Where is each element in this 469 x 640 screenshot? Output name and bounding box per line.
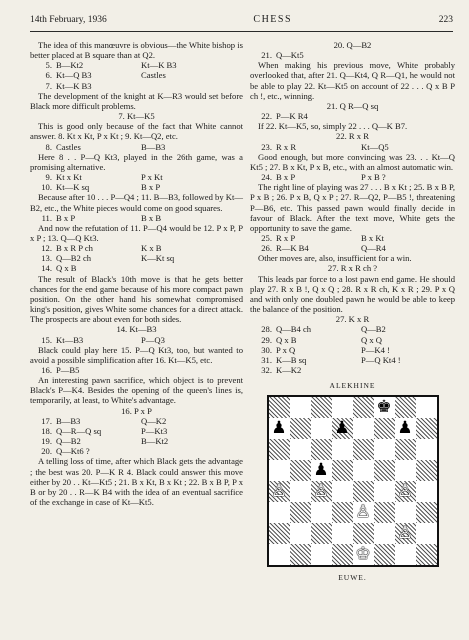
white-move: Kt—K B3 [56,80,92,91]
chess-piece-f8: ♚ [376,397,392,418]
board-square-b6 [290,439,311,460]
board-square-d2 [332,523,353,544]
board-square-c4 [311,481,332,502]
move-number: 16. [41,365,52,375]
move-row [250,172,455,182]
black-move: Q x Q [361,334,383,345]
annotation-paragraph: If 22. Kt—K5, so, simply 22 . . . Q—K B7. [258,121,408,132]
move-row [30,213,243,223]
move-number: 15. [41,334,52,345]
move-row [250,50,455,60]
black-move: P—K4 ! [361,344,390,355]
board-square-g1 [395,544,416,565]
board-square-e8 [353,397,374,418]
move-row [30,416,243,426]
black-move: P—Q3 [141,334,165,345]
black-move [361,111,455,121]
white-move: K—K2 [276,365,302,375]
board-square-h8 [416,397,437,418]
annotation-paragraph: Other moves are, also, insufficient for a win. [258,253,412,264]
black-move [141,446,243,456]
move-row [250,345,455,355]
header-date: 14th February, 1936 [30,15,107,25]
board-square-b7 [290,418,311,439]
chess-piece-g7: ♟ [397,418,413,439]
white-move: Q—B2 [56,436,81,447]
black-move: B x P [141,182,161,193]
board-square-d1 [332,544,353,565]
move-number: 24. [261,172,272,183]
header-title: CHESS [253,14,293,25]
white-move: R x P [276,232,296,243]
board-square-f2 [374,523,395,544]
move-line-centered: 22. R x R [336,131,369,142]
annotation-paragraph: An interesting pawn sacrifice, which object is to prevent Black's P—K4. Besides the opening of the queen's lines is, temporarily, at least, to White's advantage. [30,375,243,406]
board-square-e7 [353,418,374,439]
annotation-paragraph: The idea of this manœuvre is obvious—the White bishop is better placed at B square than at Q2. [30,40,243,61]
board-square-b8 [290,397,311,418]
board-square-h6 [416,439,437,460]
board-square-f6 [374,439,395,460]
annotation-paragraph: This is good only because of the fact that White cannot answer. 8. Kt x Kt, P x Kt ; 9. Kt—Q2, etc. [30,121,243,142]
board-square-a3 [269,502,290,523]
page-header [30,14,453,30]
black-move: P—Kt3 [141,425,168,436]
board-square-d4 [332,481,353,502]
move-row [30,182,243,192]
left-column [30,40,243,507]
white-move: Kt—Q B3 [56,70,92,81]
board-square-a8 [269,397,290,418]
black-move: B—Kt2 [141,436,169,447]
white-move: P—K R4 [276,111,308,122]
move-row [30,172,243,182]
black-move: K x B [141,243,162,254]
move-row [30,142,243,152]
board-square-b5 [290,460,311,481]
board-square-h2 [416,523,437,544]
board-square-c7 [311,418,332,439]
move-line-centered: 7. Kt—K5 [118,111,155,122]
chess-piece-a4: ♙ [271,481,287,502]
white-move: P—B5 [56,365,80,375]
white-move: Q—Kt6 ? [56,446,90,457]
move-number: 13. [41,253,52,264]
white-move: P x Q [276,344,296,355]
right-column-text [250,40,455,375]
move-row [30,243,243,253]
move-number: 6. [45,70,52,81]
board-square-f4 [374,481,395,502]
move-line-centered: 27. K x R [335,314,370,325]
annotation-paragraph: And now the refutation of 11. P—Q4 would be 12. P x P, P x P ; 13. Q—Q Kt3. [30,222,243,243]
move-row [30,446,243,456]
move-row [250,335,455,345]
board-square-h1 [416,544,437,565]
black-move: B—B3 [141,141,166,152]
move-number: 28. [261,324,272,335]
white-move: Q x B [56,263,77,274]
black-move [361,365,455,375]
board-square-c2 [311,523,332,544]
board-square-f5 [374,460,395,481]
move-row [30,70,243,80]
move-row [30,60,243,70]
move-row [30,81,243,91]
annotation-paragraph: This leads par force to a lost pawn end game. He should play 27. R x B !, Q x Q ; 28. R x R ch, K x R ; 29. P x Q and with only one doubled pawn he would be able to keep the balance of the position. [250,273,455,315]
black-move: B x Kt [361,232,384,243]
white-move: Kt—B3 [56,334,84,345]
annotation-paragraph: The development of the knight at K—R3 would set before Black more difficult problems. [30,90,243,111]
board-square-a6 [269,439,290,460]
black-move: P—Q Kt4 ! [361,354,401,365]
board-square-g4 [395,481,416,502]
move-number: 29. [261,334,272,345]
chess-piece-e3: ♙ [355,502,371,523]
board-square-g2 [395,523,416,544]
move-number: 31. [261,354,272,365]
chess-piece-g4: ♙ [397,481,413,502]
move-number: 10. [41,182,52,193]
white-move: B—Kt2 [56,60,84,71]
white-move: Q—B4 ch [276,324,312,335]
move-line-centered: 14. Kt—B3 [116,324,157,335]
move-row [30,335,243,345]
move-number: 8. [45,141,52,152]
black-move: P x Kt [141,172,163,183]
diagram-top-label: ALEKHINE [329,381,376,391]
move-number: 23. [261,141,272,152]
move-number: 9. [45,172,52,183]
board-square-e2 [353,523,374,544]
board-square-e4 [353,481,374,502]
board-square-e3 [353,502,374,523]
board-square-g5 [395,460,416,481]
move-number: 18. [41,425,52,436]
annotation-paragraph: Good enough, but more convincing was 23. . . Kt—Q Kt5 ; 27. B x Kt, P x B, etc., with an almost automatic win. [250,151,455,172]
black-move: Kt—K B3 [141,60,177,71]
move-row [30,436,243,446]
annotation-paragraph: The right line of playing was 27 . . . B x Kt ; 25. B x B P, P x B ; 26. P x B, Q x P ; 27. R—Q2, P—B5 !, threatening P—B6, etc. This passed pawn would finally decide in favour of Black. After the text move, White gets the opportunity to save the game. [250,182,455,233]
move-line-centered: 21. Q R—Q sq [326,100,379,111]
white-move: Kt x Kt [56,172,82,183]
white-move: Q—Kt5 [276,50,304,61]
move-row [250,365,455,375]
move-number: 32. [261,365,272,375]
move-number: 21. [261,50,272,61]
black-move: Q—R4 [361,243,386,254]
board-square-b2 [290,523,311,544]
right-column [250,40,455,587]
black-move [361,50,455,60]
move-number: 25. [261,232,272,243]
board-square-f1 [374,544,395,565]
white-move: K—B sq [276,354,307,365]
board-square-b4 [290,481,311,502]
board-square-d3 [332,502,353,523]
board-square-a4 [269,481,290,502]
board-square-f3 [374,502,395,523]
board-square-g7 [395,418,416,439]
board-square-g8 [395,397,416,418]
board-square-e6 [353,439,374,460]
board-square-b1 [290,544,311,565]
move-number: 17. [41,415,52,426]
page-number: 223 [438,15,453,25]
move-row [30,426,243,436]
board-square-c5 [311,460,332,481]
black-move: Kt—Q5 [361,141,389,152]
board-square-b3 [290,502,311,523]
black-move: P x B ? [361,172,386,183]
black-move [141,263,243,273]
white-move: Q—R—Q sq [56,425,102,436]
chess-piece-e1: ♔ [355,544,371,565]
board-square-g6 [395,439,416,460]
annotation-paragraph: Because after 10 . . . P—Q4 ; 11. B—B3, followed by Kt—B2, etc., the White pieces would come on good squares. [30,192,243,213]
board-square-c3 [311,502,332,523]
board-square-h4 [416,481,437,502]
move-line-centered: 27. R x R ch ? [327,263,378,274]
move-number: 14. [41,263,52,274]
annotation-paragraph: Here 8 . . P—Q Kt3, played in the 26th game, was a promising alternative. [30,151,243,172]
move-number: 22. [261,111,272,122]
move-row [250,111,455,121]
white-move: B x P [276,172,296,183]
board-square-f8 [374,397,395,418]
board-square-a1 [269,544,290,565]
move-number: 20. [41,446,52,457]
board-square-d6 [332,439,353,460]
black-move: Castles [141,70,166,81]
board-square-c6 [311,439,332,460]
annotation-paragraph: A telling loss of time, after which Black gets the advantage ; the best was 20. P—K R 4. Black could answer this move either by 20 . . Kt—Kt5 ; 21. B x Kt, B x Kt ; 22. B x B P, P x B or by 20 . . R—K B4 with the idea of an eventual sacrifice of the exchange in case of Kt—Kt5. [30,456,243,508]
board-square-c8 [311,397,332,418]
white-move: R—K B4 [276,243,309,254]
move-number: 26. [261,243,272,254]
white-move: R x R [276,141,297,152]
board-square-e1 [353,544,374,565]
board-square-e5 [353,460,374,481]
board-square-g3 [395,502,416,523]
diagram-bottom-label: EUWE. [338,573,367,583]
white-move: B—B3 [56,415,81,426]
board-square-d5 [332,460,353,481]
board-square-h3 [416,502,437,523]
chess-diagram [267,395,439,567]
board-square-a7 [269,418,290,439]
board-square-d7 [332,418,353,439]
black-move [141,81,243,91]
board-square-a5 [269,460,290,481]
board-square-a2 [269,523,290,544]
move-row [250,324,455,334]
chess-piece-g2: ♙ [397,523,413,544]
move-row [250,243,455,253]
move-row [30,365,243,375]
white-move: B x P [56,212,76,223]
move-row [30,253,243,263]
move-number: 7. [45,80,52,91]
white-move: B x R P ch [56,243,93,254]
move-number: 11. [41,212,52,223]
chess-piece-c5: ♟ [313,460,329,481]
board-square-c1 [311,544,332,565]
chess-piece-c4: ♙ [313,481,329,502]
chess-piece-d7: ♟ [334,418,350,439]
black-move: B x B [141,212,162,223]
move-row [30,263,243,273]
move-line-centered: 20. Q—B2 [333,40,372,50]
move-row [250,355,455,365]
move-number: 12. [41,243,52,254]
white-move: Castles [56,141,81,152]
board-square-d8 [332,397,353,418]
move-number: 19. [41,436,52,447]
board-square-h7 [416,418,437,439]
board-square-f7 [374,418,395,439]
white-move: Q—B2 ch [56,253,92,264]
annotation-paragraph: The result of Black's 10th move is that he gets better chances for the end game because of his more compact pawn position. On the other hand his somewhat compromised king's position, gives White some chances for a direct attack. The prospects are about even for both sides. [30,273,243,325]
move-number: 30. [261,344,272,355]
move-line-centered: 16. P x P [121,405,152,416]
black-move: Q—K2 [141,415,167,426]
chess-piece-a7: ♟ [271,418,287,439]
annotation-paragraph: When making his previous move, White probably overlooked that, after 21. Q—Kt4, Q R—Q1, he would not be able to play 22. Kt—Kt5 on account of 22 . . . Q x B P ch !, etc., winning. [250,60,455,101]
move-number: 5. [45,60,52,71]
move-row [250,142,455,152]
black-move [141,365,243,375]
black-move: Q—B2 [361,324,386,335]
white-move: Q x B [276,334,297,345]
header-rule [30,31,453,32]
move-row [250,233,455,243]
board-square-h5 [416,460,437,481]
black-move: K—Kt sq [141,253,175,264]
white-move: Kt—K sq [56,182,90,193]
annotation-paragraph: Black could play here 15. P—Q Kt3, too, but wanted to avoid a possible simplification after 16. Kt—K5, etc. [30,344,243,365]
